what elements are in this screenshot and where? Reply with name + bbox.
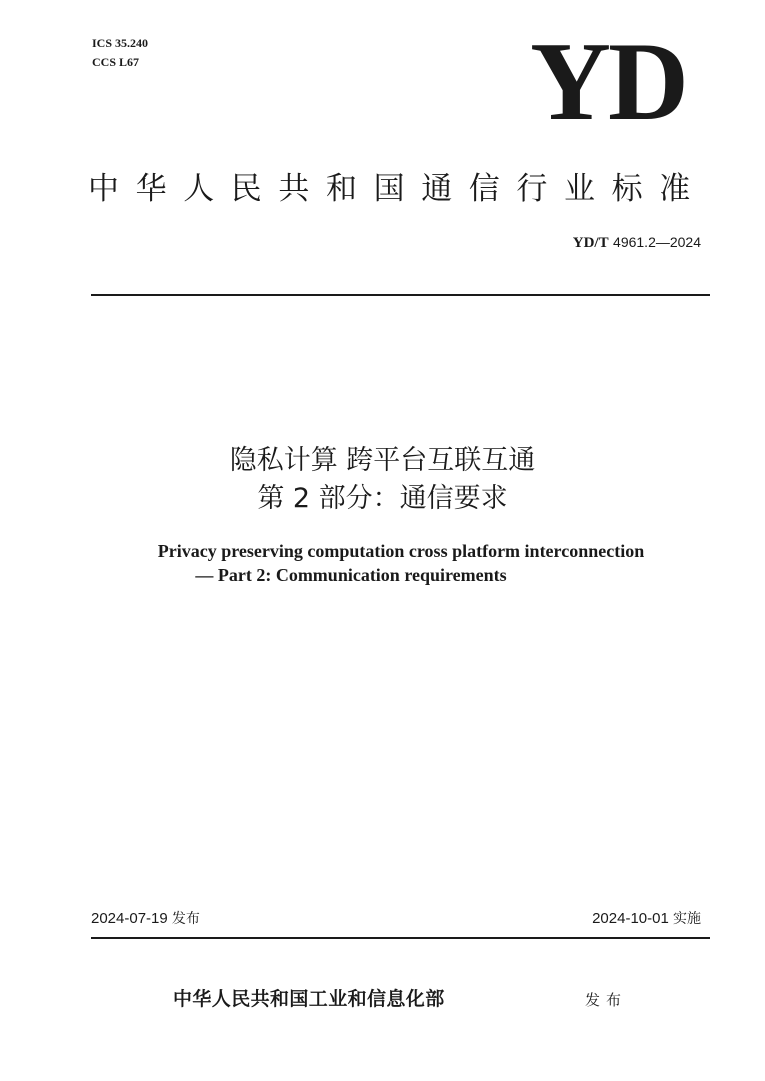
yd-logo: YD [530, 20, 686, 144]
ics-code: ICS 35.240 [92, 36, 149, 50]
industry-standard-heading: 中华人民共和国通信行业标准 [88, 171, 707, 207]
title-cn-line2: 第 2 部分：通信要求 [257, 483, 508, 514]
effective-date-label: 实施 [673, 911, 701, 927]
ccs-code: CCS L67 [92, 55, 140, 69]
publish-date-value: 2024-07-19 [91, 910, 168, 927]
title-en-line1: Privacy preserving computation cross platform interconnection [157, 541, 645, 561]
bottom-divider [91, 937, 710, 939]
effective-date-value: 2024-10-01 [592, 910, 669, 927]
effective-date [592, 908, 701, 930]
publish-date-label: 发布 [171, 911, 200, 927]
title-en-line2: — Part 2: Communication requirements [195, 565, 507, 585]
title-cn-line1: 隐私计算 跨平台互联互通 [229, 445, 536, 476]
standard-code: 4961.2—2024 [613, 234, 701, 250]
standard-number [573, 232, 701, 253]
standard-prefix: YD/T [572, 235, 609, 251]
issuing-authority: 中华人民共和国工业和信息化部 [173, 988, 445, 1010]
top-divider [91, 294, 710, 296]
issued-label: 发布 [585, 991, 628, 1009]
publish-date [91, 908, 200, 930]
classification-codes [92, 34, 148, 72]
